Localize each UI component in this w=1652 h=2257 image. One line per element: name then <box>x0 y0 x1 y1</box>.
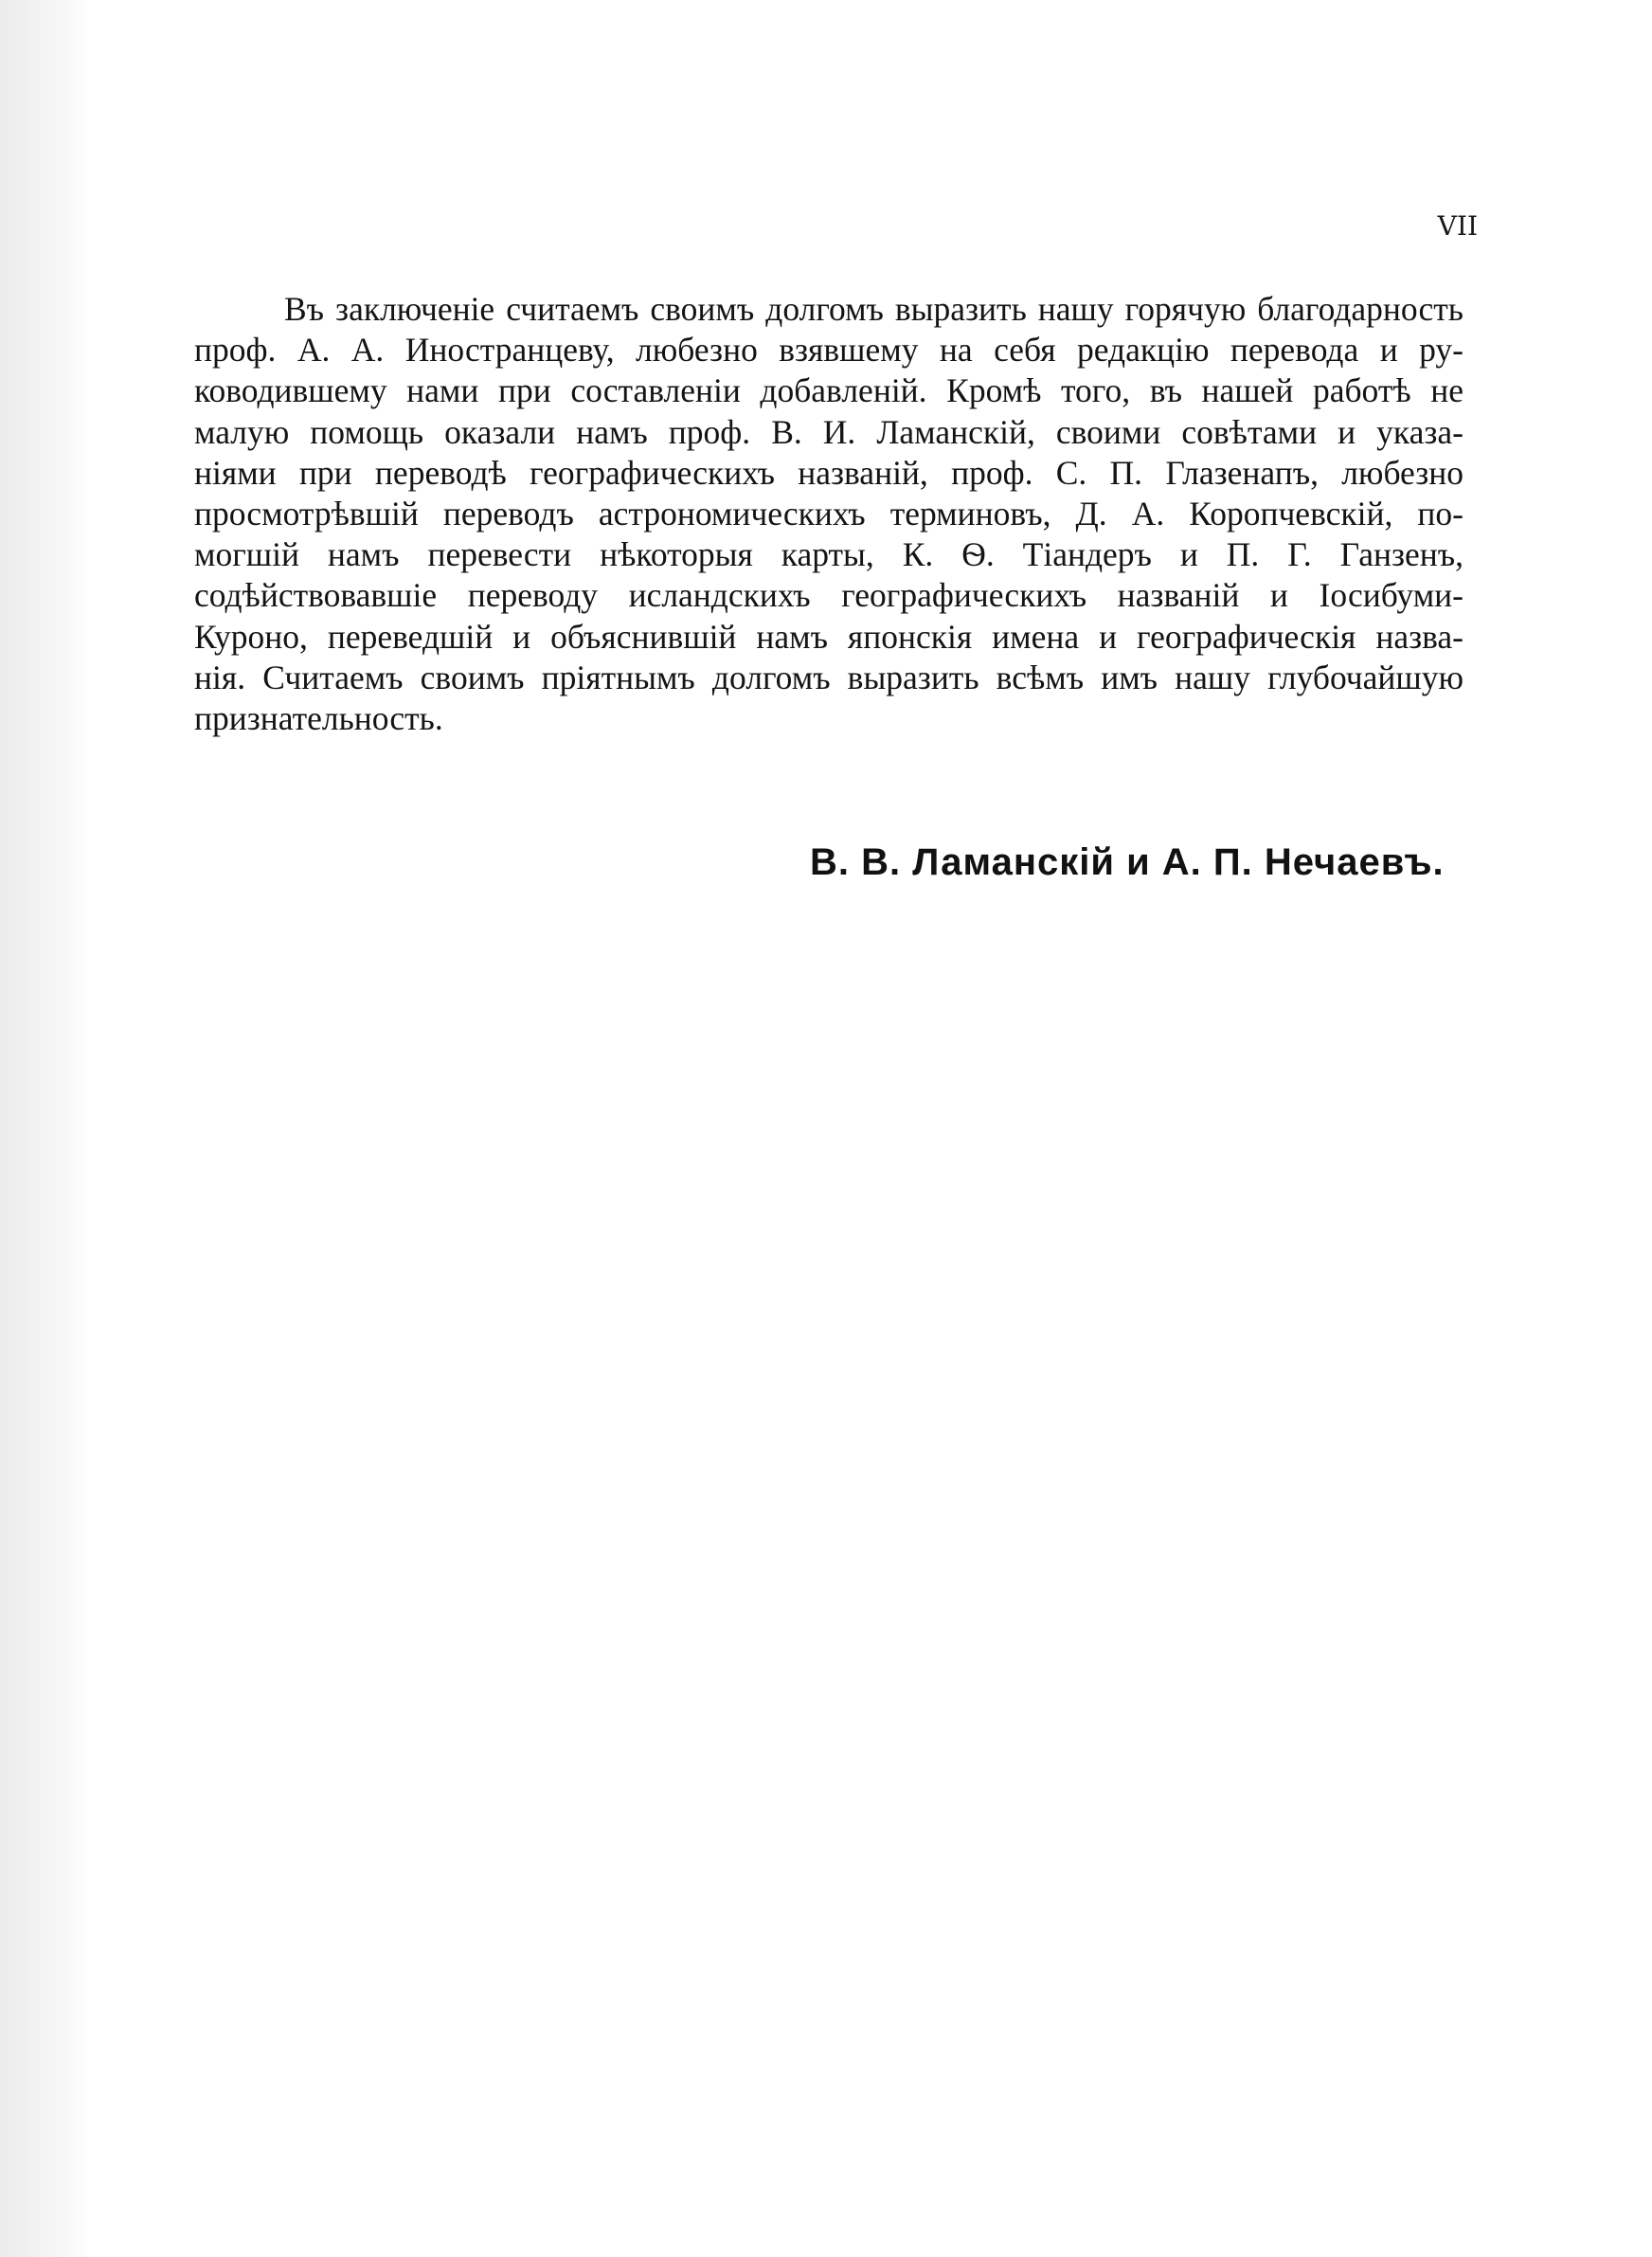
paragraph-line: просмотрѣвшій переводъ астрономическихъ терминовъ, Д. А. Коропчевскій, по- <box>194 495 1463 533</box>
paragraph-line: признательность. <box>194 699 443 738</box>
authors-signature: В. В. Ламанскій и А. П. Нечаевъ. <box>810 841 1445 883</box>
paragraph-line: проф. А. А. Иностранцеву, любезно взявшему на себя редакцію перевода и ру- <box>194 331 1463 370</box>
paragraph-line: нія. Считаемъ своимъ пріятнымъ долгомъ выразить всѣмъ имъ нашу глубочайшую <box>194 658 1463 696</box>
paragraph-line: Куроно, переведшій и объяснившій намъ японскія имена и географическія назва- <box>194 617 1463 656</box>
paragraph-line: ководившему нами при составленіи добавленій. Кромѣ того, въ нашей работѣ не <box>194 371 1463 410</box>
scan-edge-shadow <box>0 0 90 2257</box>
page-number: VII <box>1437 210 1478 242</box>
paragraph-line: могшій намъ перевести нѣкоторыя карты, К. Ѳ. Тіандеръ и П. Г. Ганзенъ, <box>194 535 1463 574</box>
paragraph-line: ніями при переводѣ географическихъ названій, проф. С. П. Глазенапъ, любезно <box>194 453 1463 492</box>
paragraph-line: малую помощь оказали намъ проф. В. И. Ламанскій, своими совѣтами и указа- <box>194 412 1463 451</box>
paragraph-line: содѣйствовавшіе переводу исландскихъ географическихъ названій и Іосибуми- <box>194 576 1463 615</box>
acknowledgement-paragraph <box>194 289 1463 739</box>
paragraph-line: Въ заключеніе считаемъ своимъ долгомъ выразить нашу горячую благодарность <box>284 290 1463 328</box>
